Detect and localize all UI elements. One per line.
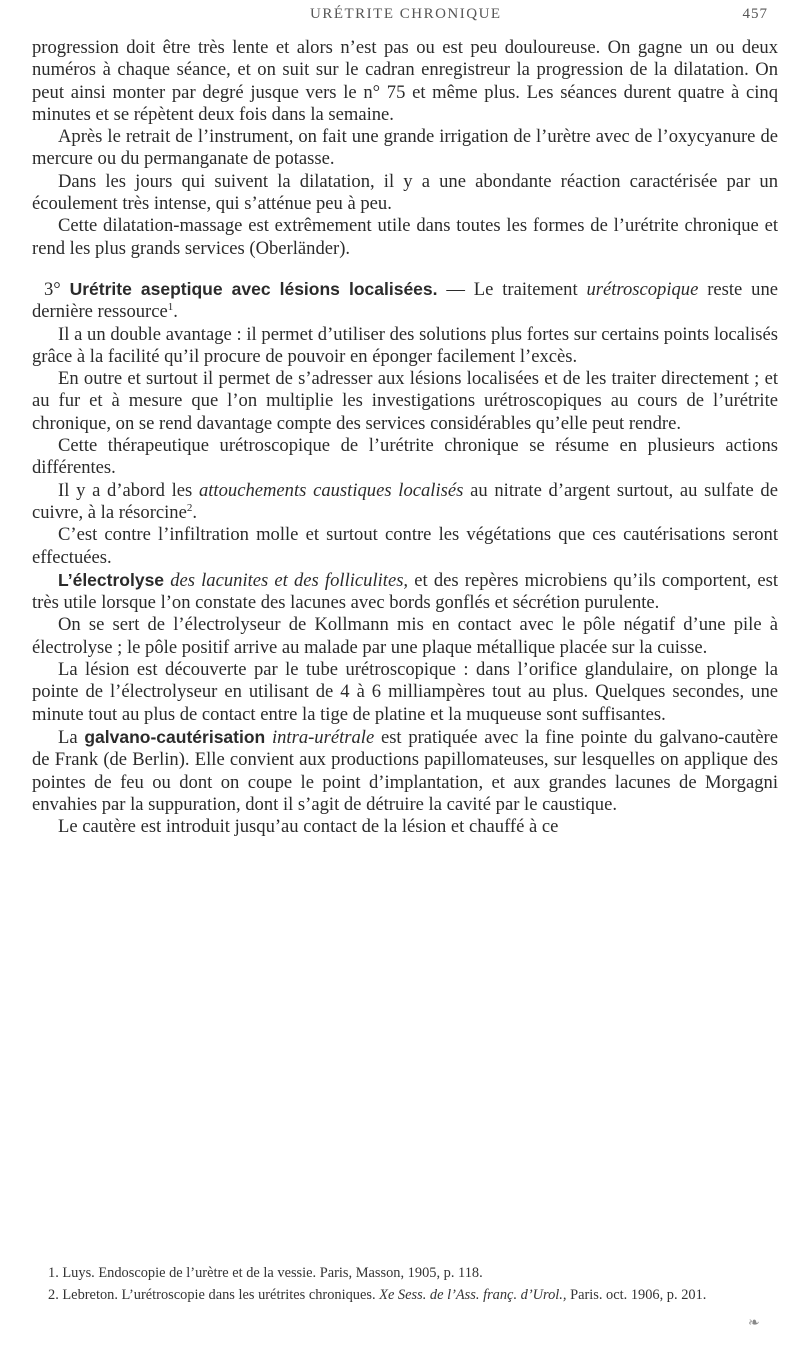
footnote-2 <box>32 1286 778 1304</box>
paragraph <box>32 569 778 615</box>
paragraph: On se sert de l’électrolyseur de Kollmann mis en contact avec le pôle négatif d’une pile à électrolyse ; le pôle positif arrive au malade par une plaque métallique placée sur la cuisse. <box>32 614 778 658</box>
text-run: reste une dernière ressource <box>32 278 778 323</box>
text-run: — Le traitement <box>437 278 587 300</box>
footnotes <box>32 1264 778 1308</box>
text-run: . <box>192 501 198 523</box>
italic-term: urétroscopique <box>586 278 699 300</box>
paragraph: Dans les jours qui suivent la dilatation, il y a une abondante réaction caractérisée par un écoulement très intense, qui s’atténue peu à peu. <box>32 170 778 215</box>
text-run: 2. Lebreton. L’urétroscopie dans les urétrites chroniques. <box>48 1287 380 1303</box>
paragraph: Cette thérapeutique urétroscopique de l’urétrite chronique se résume en plusieurs actions différentes. <box>32 435 778 479</box>
paragraph: C’est contre l’infiltration molle et surtout contre les végétations que ces cautérisations seront effectuées. <box>32 524 778 568</box>
text-run: . <box>173 301 178 323</box>
paragraph: En outre et surtout il permet de s’adresser aux lésions localisées et de les traiter directement ; et au fur et à mesure que l’on multiplie les investigations urétroscopiques au cours de l’urétrite chronique, on se rend davantage compte des services considérables qu’elle peut rendre. <box>32 368 778 434</box>
text-run: Paris. oct. 1906, p. 201. <box>566 1287 707 1303</box>
page-number: 457 <box>742 6 768 22</box>
italic-term: des lacunites et des folliculites, <box>164 569 409 591</box>
italic-term: intra-urétrale <box>265 726 375 748</box>
bold-term: L’électrolyse <box>58 569 165 590</box>
running-header <box>0 4 800 28</box>
footnote-ref[interactable]: 1 <box>167 301 174 314</box>
paragraph: Cette dilatation-massage est extrêmement utile dans toutes les formes de l’urétrite chronique et rend les plus grands services (Oberländer). <box>32 215 778 259</box>
paragraph: Après le retrait de l’instrument, on fait une grande irrigation de l’urètre avec de l’oxycyanure de mercure ou du permanganate de potasse. <box>32 126 778 170</box>
text-run: au nitrate d’argent surtout, au sulfate de cuivre, à la résorcine <box>32 479 778 523</box>
paragraph: progression doit être très lente et alors n’est pas ou est peu douloureuse. On gagne un ou deux numéros à chaque séance, et on suit sur le cadran enregistreur la progression de la dilatation. On peut ainsi monter par degré jusque vers le n° 75 et même plus. Les séances durent quatre à cinq minutes et se répètent deux fois dans la semaine. <box>32 37 778 125</box>
italic-citation: Xe Sess. de l’Ass. franç. d’Urol., <box>379 1287 567 1303</box>
footnote-ref[interactable]: 2 <box>186 501 193 514</box>
printer-ornament: ❧ <box>748 1316 760 1331</box>
paragraph: Il a un double avantage : il permet d’utiliser des solutions plus fortes sur certains points localisés grâce à la facilité qu’il procure de pouvoir en éponger facilement l’excès. <box>32 323 778 367</box>
section-title: Urétrite aseptique avec lésions localisées. <box>69 278 438 299</box>
paragraph <box>32 480 778 525</box>
section-number: 3° <box>44 278 61 300</box>
paragraph: La lésion est découverte par le tube urétroscopique : dans l’orifice glandulaire, on plonge la pointe de l’électrolyseur en utilisant de 4 à 6 milliampères tout au plus. Quelques secondes, une minute tout au plus de contact entre la tige de platine et la muqueuse sont suffisantes. <box>32 659 778 725</box>
running-title: URÉTRITE CHRONIQUE <box>310 6 502 22</box>
section-3-paragraph <box>32 278 778 324</box>
italic-term: attouchements caustiques localisés <box>198 479 464 501</box>
text-run: Il y a d’abord les <box>58 479 199 501</box>
text-run: et des repères microbiens qu’ils comportent, est très utile lorsque l’on constate des lacunes avec bords gonflés et sécrétion purulente. <box>32 569 779 614</box>
bold-term: galvano-cautérisation <box>84 726 266 747</box>
main-text <box>32 37 778 838</box>
footnote-1: 1. Luys. Endoscopie de l’urètre et de la vessie. Paris, Masson, 1905, p. 118. <box>48 1265 483 1281</box>
paragraph <box>32 726 778 816</box>
text-run: La <box>58 726 85 748</box>
paragraph: Le cautère est introduit jusqu’au contact de la lésion et chauffé à ce <box>58 816 559 838</box>
text-run: est pratiquée avec la fine pointe du galvano-cautère de Frank (de Berlin). Elle convient aux productions papillomateuses, sur lesquelles on applique des pointes de feu ou dont on coupe le point d’implantation, et aux grandes lacunes de Morgagni envahies par la suppuration, dont il s’agit de détruire la cavité par le caustique. <box>32 726 779 815</box>
